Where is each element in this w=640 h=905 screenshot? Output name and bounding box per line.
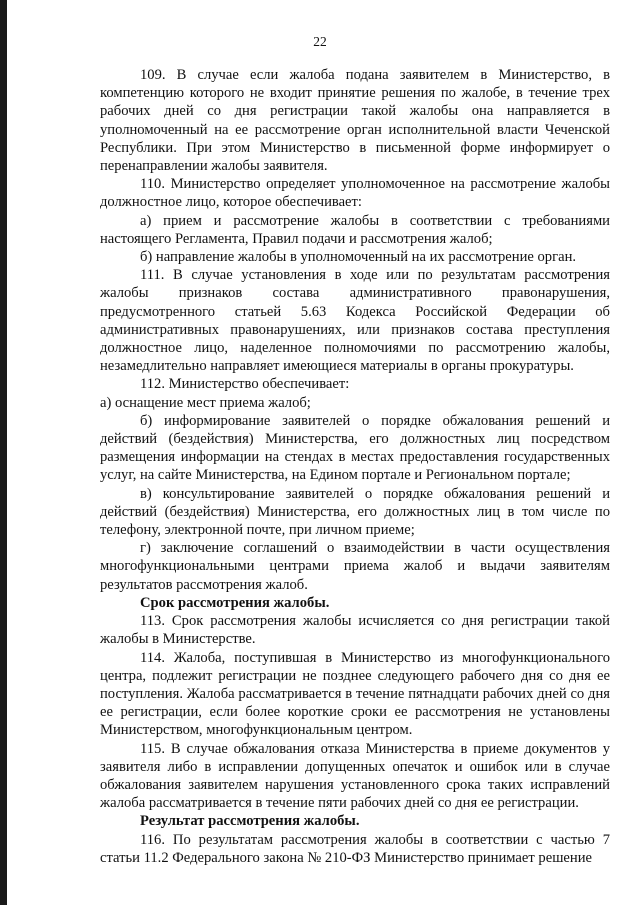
paragraph-110-b: б) направление жалобы в уполномоченный на их рассмотрение орган. [140, 249, 577, 266]
paragraph-112-d: г) заключение соглашений о взаимодействии в части осуществления многофункциональными центрами приема жалоб и выдачи заявителям результатов рассмотрения жалоб. [100, 540, 610, 593]
paragraph-110: 110. Министерство определяет уполномоченное на рассмотрение жалобы должностное лицо, которое обеспечивает: [100, 176, 610, 211]
page-number: 22 [313, 34, 327, 49]
document-body [100, 66, 610, 867]
section-heading-result: Результат рассмотрения жалобы. [140, 813, 360, 830]
paragraph-114: 114. Жалоба, поступившая в Министерство из многофункционального центра, подлежит регистрации не позднее следующего рабочего дня со дня ее поступления. Жалоба рассматривается в течение пятнадцати рабочих дней со дня ее регистрации, если более короткие сроки ее рассмотрения не установлены Министерством, многофункциональным центром. [100, 649, 610, 739]
paragraph-112-b: б) информирование заявителей о порядке обжалования решений и действий (бездействия) Министерства, его должностных лиц посредством размещения информации на стендах в местах предоставления государственных услуг, на сайте Министерства, на Едином портале и Региональном портале; [100, 412, 610, 484]
paragraph-109: 109. В случае если жалоба подана заявителем в Министерство, в компетенцию которого не входит принятие решения по жалобе, в течение трех рабочих дней со дня регистрации такой жалобы она направляется в уполномоченный на ее рассмотрение орган исполнительной власти Чеченской Республики. При этом Министерство в письменной форме информирует о перенаправлении жалобы заявителя. [100, 67, 610, 175]
paragraph-111: 111. В случае установления в ходе или по результатам рассмотрения жалобы признаков состава административного правонарушения, предусмотренного статьей 5.63 Кодекса Российской Федерации об административных правонарушениях, или признаков состава преступления должностное лицо, наделенное полномочиями по рассмотрению жалобы, незамедлительно направляет имеющиеся материалы в органы прокуратуры. [100, 267, 610, 375]
paragraph-115: 115. В случае обжалования отказа Министерства в приеме документов у заявителя либо в исправлении допущенных опечаток и ошибок или в случае обжалования заявителем нарушения установленного срока таких исправлений жалоба рассматривается в течение пяти рабочих дней со дня ее регистрации. [100, 740, 610, 812]
paragraph-110-a: а) прием и рассмотрение жалобы в соответствии с требованиями настоящего Регламента, Правил подачи и рассмотрения жалоб; [100, 212, 610, 247]
paragraph-112-a: а) оснащение мест приема жалоб; [100, 394, 311, 411]
scan-edge [0, 0, 7, 905]
paragraph-112: 112. Министерство обеспечивает: [140, 376, 350, 393]
section-heading-term: Срок рассмотрения жалобы. [140, 594, 330, 611]
paragraph-112-c: в) консультирование заявителей о порядке обжалования решений и действий (бездействия) Министерства, его должностных лиц в том числе по телефону, электронной почте, при личном приеме; [100, 485, 610, 539]
paragraph-113: 113. Срок рассмотрения жалобы исчисляется со дня регистрации такой жалобы в Министерстве. [100, 613, 610, 648]
paragraph-116: 116. По результатам рассмотрения жалобы в соответствии с частью 7 статьи 11.2 Федерального закона № 210-ФЗ Министерство принимает решение [100, 831, 610, 866]
